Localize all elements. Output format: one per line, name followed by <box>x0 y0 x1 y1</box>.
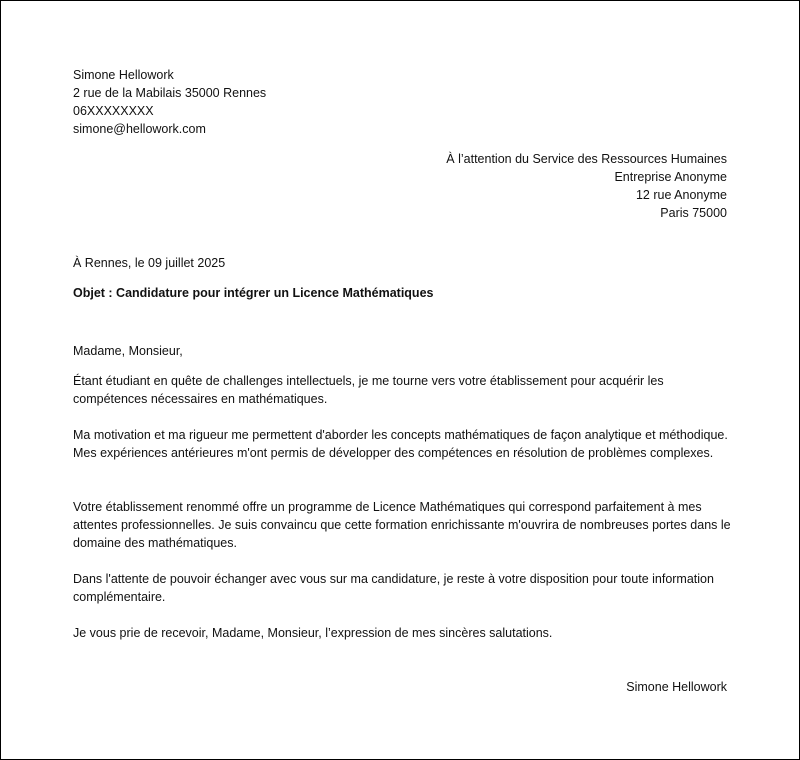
paragraph-1: Étant étudiant en quête de challenges intellectuels, je me tourne vers votre établissement pour acquérir les compétences nécessaires en mathématiques. <box>73 374 664 406</box>
closing-formula: Je vous prie de recevoir, Madame, Monsieur, l’expression de mes sincères salutations. <box>73 626 553 640</box>
paragraph-2: Ma motivation et ma rigueur me permettent d'aborder les concepts mathématiques de façon analytique et méthodique. Mes expériences antérieures m'ont permis de développer des compétences en résolution de problèmes complexes. <box>73 428 728 460</box>
subject-line: Objet : Candidature pour intégrer un Licence Mathématiques <box>73 286 434 300</box>
paragraph-4: Dans l'attente de pouvoir échanger avec vous sur ma candidature, je reste à votre disposition pour toute information complémentaire. <box>73 572 714 604</box>
recipient-attention: À l’attention du Service des Ressources Humaines <box>446 152 727 166</box>
sender-phone: 06XXXXXXXX <box>73 104 154 118</box>
recipient-city: Paris 75000 <box>660 206 727 220</box>
sender-address: 2 rue de la Mabilais 35000 Rennes <box>73 86 267 100</box>
sender-name: Simone Hellowork <box>73 68 174 82</box>
recipient-block <box>446 150 727 222</box>
paragraph-3: Votre établissement renommé offre un programme de Licence Mathématiques qui correspond parfaitement à mes attentes professionnelles. Je suis convaincu que cette formation enrichissante m'ouvrira de nombreuses portes dans le domaine des mathématiques. <box>73 500 731 550</box>
date-line: À Rennes, le 09 juillet 2025 <box>73 256 226 270</box>
signature: Simone Hellowork <box>626 680 727 694</box>
recipient-company: Entreprise Anonyme <box>614 170 727 184</box>
sender-email: simone@hellowork.com <box>73 122 206 136</box>
recipient-street: 12 rue Anonyme <box>635 188 727 202</box>
salutation: Madame, Monsieur, <box>73 344 183 358</box>
sender-block <box>73 66 266 138</box>
